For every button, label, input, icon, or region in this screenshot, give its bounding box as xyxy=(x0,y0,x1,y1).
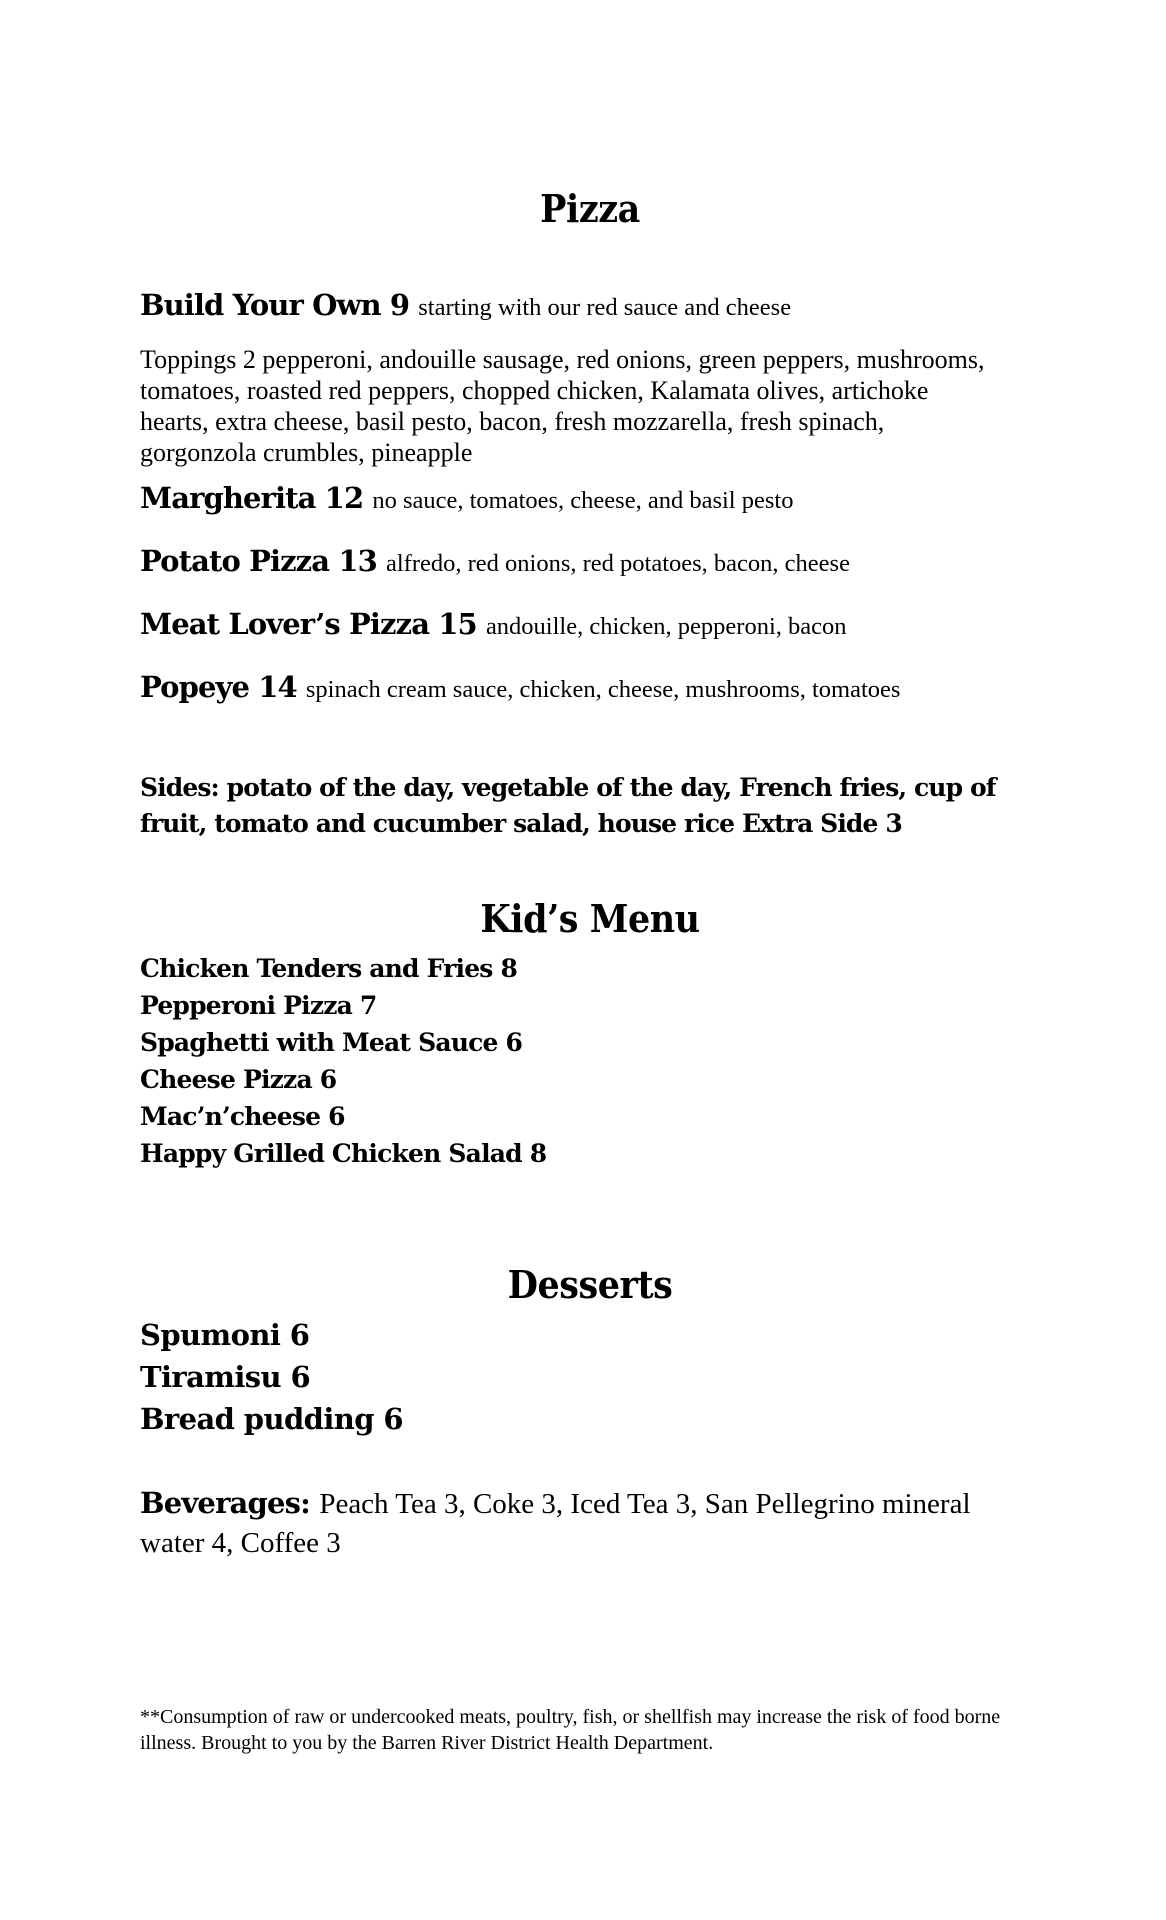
item-name: Popeye 14 xyxy=(140,670,297,704)
pizza-toppings: Toppings 2 pepperoni, andouille sausage, red onions, green peppers, mushrooms, tomatoes, roasted red peppers, chopped chicken, Kalamata olives, artichoke hearts, extra cheese, basil pesto, bacon, fresh mozzarella, fresh spinach, gorgonzola crumbles, pineapple xyxy=(140,345,985,467)
beverages-text: Peach Tea 3, Coke 3, Iced Tea 3, San Pellegrino mineral water 4, Coffee 3 xyxy=(140,1488,971,1559)
item-description: spinach cream sauce, chicken, cheese, mushrooms, tomatoes xyxy=(305,676,901,703)
sides-text: Sides: potato of the day, vegetable of the day, French fries, cup of fruit, tomato and cucumber salad, house rice Extra Side 3 xyxy=(140,773,996,838)
menu-content xyxy=(140,0,1040,1920)
list-item: Cheese Pizza 6 xyxy=(140,1065,337,1094)
health-disclaimer: **Consumption of raw or undercooked meats, poultry, fish, or shellfish may increase the risk of food borne illness. Brought to you by the Barren River District Health Department. xyxy=(140,1706,1001,1754)
item-description: no sauce, tomatoes, cheese, and basil pesto xyxy=(372,487,794,514)
pizza-title: Pizza xyxy=(540,186,640,231)
pizza-item-margherita xyxy=(140,481,1040,515)
item-name: Margherita 12 xyxy=(140,481,364,515)
item-name: Build Your Own 9 xyxy=(140,288,410,322)
item-description: andouille, chicken, pepperoni, bacon xyxy=(485,613,847,640)
list-item: Bread pudding 6 xyxy=(140,1402,403,1436)
item-name: Meat Lover’s Pizza 15 xyxy=(140,607,477,641)
list-item: Tiramisu 6 xyxy=(140,1360,311,1394)
list-item: Mac’n’cheese 6 xyxy=(140,1102,345,1131)
list-item: Spaghetti with Meat Sauce 6 xyxy=(140,1028,523,1057)
pizza-item-meat-lovers xyxy=(140,607,1040,641)
list-item: Spumoni 6 xyxy=(140,1318,310,1352)
beverages-label: Beverages: xyxy=(140,1486,311,1520)
item-name: Potato Pizza 13 xyxy=(140,544,377,578)
list-item: Chicken Tenders and Fries 8 xyxy=(140,954,518,983)
pizza-item-potato xyxy=(140,544,1040,578)
beverages xyxy=(140,1484,1020,1562)
pizza-item-popeye xyxy=(140,670,1040,704)
list-item: Pepperoni Pizza 7 xyxy=(140,991,377,1020)
desserts-list xyxy=(140,1314,403,1440)
pizza-item-build-your-own xyxy=(140,288,1040,322)
kids-menu-list xyxy=(140,950,546,1172)
item-description: alfredo, red onions, red potatoes, bacon, cheese xyxy=(386,550,850,577)
kids-menu-title: Kid’s Menu xyxy=(480,896,700,941)
desserts-title: Desserts xyxy=(507,1262,673,1307)
list-item: Happy Grilled Chicken Salad 8 xyxy=(140,1139,547,1168)
item-description: starting with our red sauce and cheese xyxy=(418,294,792,321)
